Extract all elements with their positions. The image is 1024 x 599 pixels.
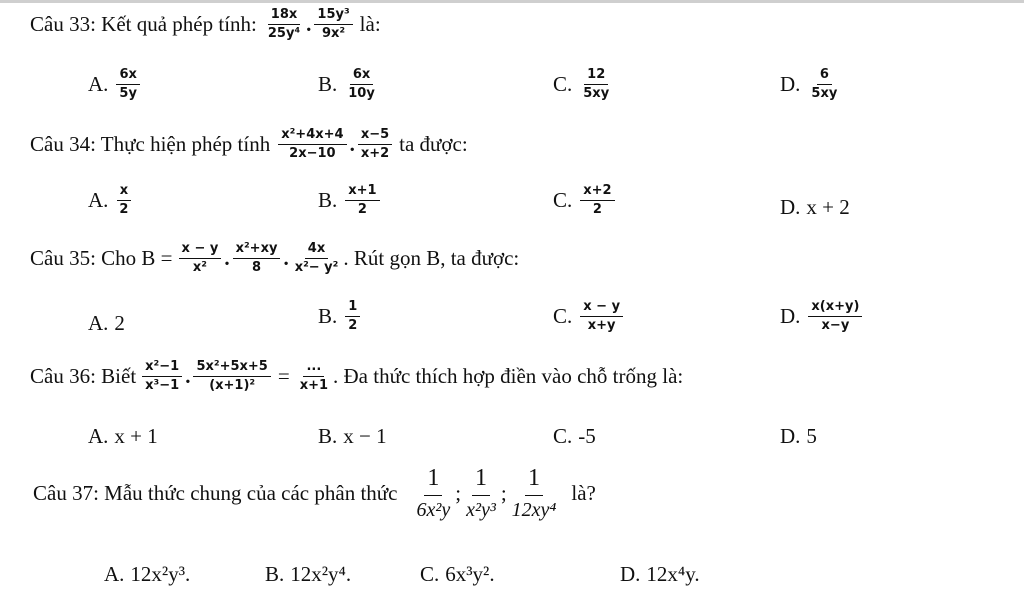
option-label: B. [265,562,285,586]
option-label: A. [88,71,109,96]
question-37-text: Câu 37: Mẫu thức chung của các phân thức [33,481,398,506]
option-37-b [265,562,351,587]
numerator: x²−1 [142,360,182,377]
denominator: 5xy [583,85,610,101]
denominator: x³−1 [145,377,180,393]
question-37-suffix: là? [571,481,596,506]
numerator: 12 [584,68,608,85]
option-label: C. [420,562,440,586]
option-label: A. [104,562,125,586]
option-text: 5 [806,424,817,448]
option-34-b [318,184,382,216]
equals-sign: = [277,363,290,388]
fraction [808,68,840,100]
numerator: x−5 [358,128,392,145]
option-33-b [318,68,380,100]
fraction [116,184,131,216]
denominator: x+1 [299,377,329,393]
option-label: B. [318,187,338,212]
question-34-text: Câu 34: Thực hiện phép tính [30,131,271,156]
question-34 [30,128,473,160]
option-label: D. [780,195,801,219]
option-35-c [553,300,625,332]
numerator: x − y [179,242,222,259]
denominator: 8 [251,259,262,275]
option-33-c [553,68,614,100]
separator: ; [500,481,507,506]
option-36-d [780,424,817,449]
denominator: 6x²y [416,499,451,522]
option-label: A. [88,424,109,448]
fraction [142,360,182,392]
denominator: 2 [592,201,602,217]
option-label: B. [318,303,338,328]
option-label: D. [620,562,641,586]
fraction [345,68,378,100]
fraction [808,300,862,332]
fraction [580,68,612,100]
question-36-suffix: . Đa thức thích hợp điền vào chỗ trống là: [333,363,684,388]
fraction [193,360,270,392]
numerator: 18x [268,8,300,25]
fraction [580,300,623,332]
numerator: 4x [305,242,328,259]
option-text: x − 1 [343,424,387,448]
numerator: x − y [580,300,623,317]
multiply-dot: . [224,245,230,270]
numerator: 1 [525,466,543,496]
option-36-c [553,424,596,449]
question-33 [30,8,386,40]
option-text: 12x⁴y. [646,562,700,586]
question-35-suffix: . Rút gọn B, ta được: [343,245,520,270]
option-36-a [88,424,158,449]
numerator: 6 [817,68,832,85]
numerator: 1 [472,466,490,496]
option-37-d [620,562,700,587]
denominator: x² [192,259,207,275]
option-35-d [780,300,864,332]
multiply-dot: . [185,363,191,388]
denominator: 25y⁴ [267,25,301,41]
multiply-dot: . [306,11,312,36]
question-37 [33,466,601,521]
question-35 [30,242,519,274]
fraction [314,8,352,40]
numerator: 1 [345,300,360,317]
numerator: x+1 [345,184,379,201]
denominator: 2x−10 [289,145,336,161]
option-label: B. [318,424,338,448]
numerator: x+2 [580,184,614,201]
fraction [292,242,342,274]
option-34-d [780,195,850,220]
numerator: 5x²+5x+5 [193,360,270,377]
option-text: x + 2 [806,195,850,219]
option-text: x + 1 [114,424,158,448]
option-34-c [553,184,617,216]
option-label: D. [780,303,801,328]
option-37-a [104,562,190,587]
denominator: 12xy⁴ [511,499,557,522]
denominator: 10y [348,85,375,101]
option-35-a [88,311,125,336]
denominator: 2 [119,201,129,217]
question-36-text: Câu 36: Biết [30,363,137,388]
option-label: C. [553,424,573,448]
numerator: 15y³ [314,8,352,25]
option-label: C. [553,71,573,96]
option-label: B. [318,71,338,96]
fraction [278,128,346,160]
denominator: 9x² [321,25,346,41]
option-35-b [318,300,362,332]
numerator: x(x+y) [808,300,862,317]
option-36-b [318,424,387,449]
question-35-text: Câu 35: Cho B = [30,245,173,270]
denominator: x+y [587,317,616,333]
fraction [463,466,499,521]
multiply-dot: . [283,245,289,270]
option-text: 12x²y⁴. [290,562,352,586]
fraction [580,184,614,216]
denominator: (x+1)² [209,377,256,393]
denominator: x−y [821,317,850,333]
option-33-a [88,68,142,100]
fraction [358,128,392,160]
option-label: C. [553,303,573,328]
fraction [509,466,560,521]
separator: ; [455,481,462,506]
option-33-d [780,68,842,100]
question-33-text: Câu 33: Kết quả phép tính: [30,11,257,36]
denominator: 5y [119,85,137,101]
fraction [413,466,453,521]
numerator: 6x [116,68,139,85]
denominator: x+2 [360,145,390,161]
option-label: D. [780,424,801,448]
fraction [345,300,360,332]
option-label: A. [88,187,109,212]
multiply-dot: . [349,131,355,156]
denominator: 2 [348,317,358,333]
denominator: 5xy [811,85,838,101]
fraction [265,8,303,40]
question-36 [30,360,683,392]
denominator: x²− y² [294,259,339,275]
numerator: 1 [424,466,442,496]
option-34-a [88,184,133,216]
fraction [116,68,140,100]
option-label: D. [780,71,801,96]
option-label: C. [553,187,573,212]
fraction [345,184,379,216]
numerator: x [117,184,131,201]
top-border [0,0,1024,3]
denominator: 2 [357,201,367,217]
option-text: 12x²y³. [130,562,191,586]
numerator: ... [303,360,324,377]
option-label: A. [88,311,109,335]
question-33-suffix: là: [359,11,381,36]
fraction [179,242,222,274]
option-37-c [420,562,495,587]
numerator: x²+4x+4 [278,128,346,145]
denominator: x²y³ [466,499,496,522]
numerator: x²+xy [233,242,281,259]
numerator: 6x [350,68,373,85]
option-text: 2 [114,311,125,335]
question-34-suffix: ta được: [399,131,468,156]
option-text: 6x³y². [445,562,495,586]
fraction [297,360,331,392]
option-text: -5 [578,424,596,448]
fraction [233,242,281,274]
